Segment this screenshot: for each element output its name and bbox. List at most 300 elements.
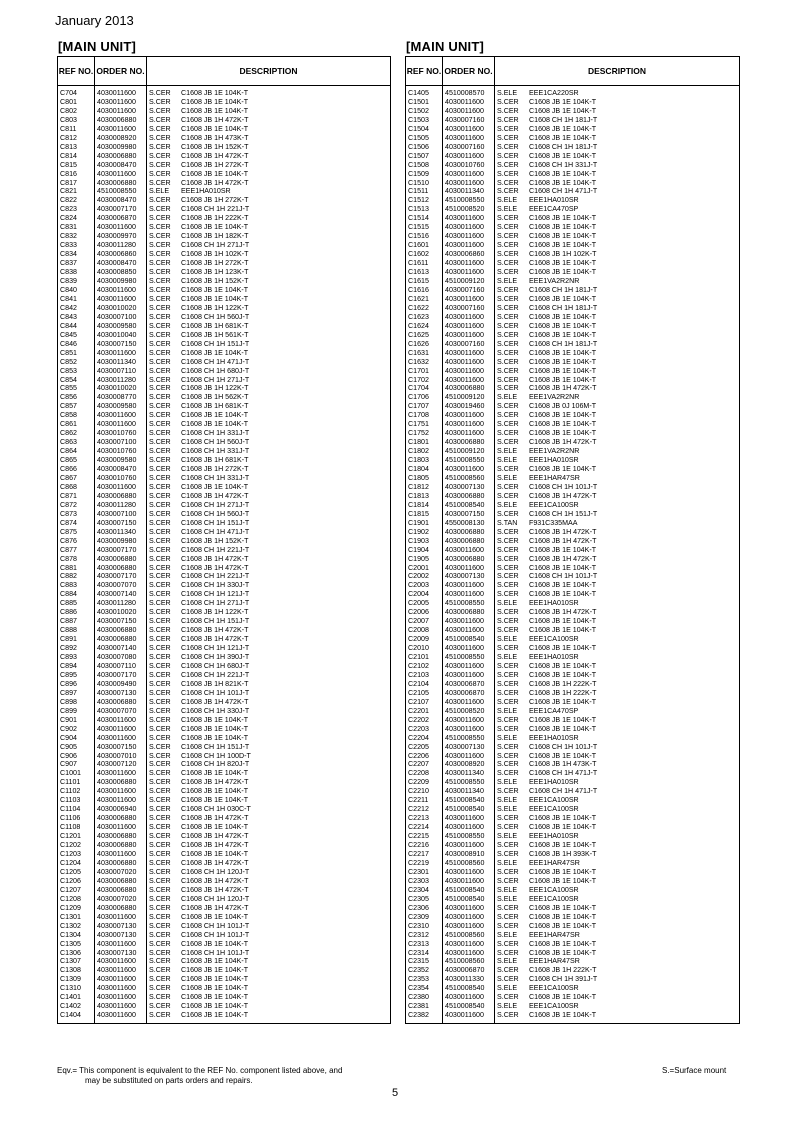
component-type: S.CER bbox=[149, 644, 171, 653]
order-no-cell: 4030006860 bbox=[95, 250, 147, 259]
description-cell bbox=[495, 492, 740, 501]
component-type: S.CER bbox=[149, 482, 171, 491]
ref-no-cell: C893 bbox=[60, 653, 77, 662]
order-no-cell: 4030011600 bbox=[443, 125, 495, 134]
ref-no-cell: C1621 bbox=[408, 294, 429, 303]
ref-no-cell: C2207 bbox=[408, 760, 429, 769]
description-cell bbox=[147, 850, 391, 859]
component-type: S.CER bbox=[149, 984, 171, 993]
description-cell bbox=[495, 555, 740, 564]
part-code: C1608 JB 1H 122K-T bbox=[181, 303, 249, 312]
table-row bbox=[58, 769, 391, 778]
order-no-cell: 4030007150 bbox=[95, 617, 147, 626]
table-row bbox=[58, 295, 391, 304]
table-row bbox=[406, 922, 740, 931]
ref-no-cell: C1625 bbox=[408, 330, 429, 339]
part-code: EEE1VA2R2NR bbox=[529, 447, 580, 456]
ref-no-cell: C837 bbox=[60, 259, 77, 268]
component-type: S.ELE bbox=[497, 456, 518, 465]
table-row bbox=[58, 143, 391, 152]
order-no-cell: 4030011340 bbox=[95, 358, 147, 367]
order-no-cell: 4030011600 bbox=[95, 734, 147, 743]
ref-no-cell: C822 bbox=[60, 196, 77, 205]
ref-no-cell: C1001 bbox=[60, 769, 81, 778]
order-no-cell: 4030011600 bbox=[95, 796, 147, 805]
table-row bbox=[406, 268, 740, 277]
part-code: C1608 JB 1H 472K-T bbox=[181, 554, 249, 563]
ref-no-cell: C1501 bbox=[408, 97, 429, 106]
part-code: EEE1HAR47SR bbox=[529, 473, 580, 482]
order-no-cell: 4030008920 bbox=[443, 760, 495, 769]
part-code: C1608 JB 1E 104K-T bbox=[181, 957, 249, 966]
part-code: C1608 CH 1H 181J-T bbox=[529, 285, 598, 294]
table-row bbox=[406, 940, 740, 949]
ref-no-cell: C2208 bbox=[408, 769, 429, 778]
order-no-cell: 4030011600 bbox=[443, 814, 495, 823]
table-row bbox=[406, 975, 740, 984]
ref-no-cell: C1801 bbox=[408, 438, 429, 447]
component-type: S.CER bbox=[497, 250, 519, 259]
description-cell bbox=[147, 268, 391, 277]
component-type: S.CER bbox=[497, 312, 519, 321]
component-type: S.CER bbox=[149, 912, 171, 921]
description-cell bbox=[147, 546, 391, 555]
ref-no-cell: C2212 bbox=[408, 805, 429, 814]
description-cell bbox=[147, 832, 391, 841]
order-no-cell: 4510008550 bbox=[443, 832, 495, 841]
description-cell bbox=[147, 644, 391, 653]
part-code: EEE1HAR47SR bbox=[529, 858, 580, 867]
component-type: S.CER bbox=[149, 975, 171, 984]
component-type: S.CER bbox=[149, 169, 171, 178]
table-row bbox=[406, 322, 740, 331]
description-cell bbox=[495, 734, 740, 743]
component-type: S.ELE bbox=[497, 205, 518, 214]
table-row bbox=[406, 931, 740, 940]
description-cell bbox=[495, 331, 740, 340]
component-type: S.CER bbox=[149, 285, 171, 294]
ref-no-cell: C1626 bbox=[408, 339, 429, 348]
table-row bbox=[58, 689, 391, 698]
part-code: C1608 JB 1H 561K-T bbox=[181, 330, 249, 339]
order-no-cell: 4030011600 bbox=[95, 725, 147, 734]
part-code: C1608 JB 1H 472K-T bbox=[529, 384, 597, 393]
description-cell bbox=[495, 626, 740, 635]
table-row bbox=[58, 868, 391, 877]
description-cell bbox=[147, 949, 391, 958]
order-no-cell: 4030006880 bbox=[95, 832, 147, 841]
description-cell bbox=[147, 340, 391, 349]
ref-no-cell: C2216 bbox=[408, 841, 429, 850]
description-cell bbox=[147, 420, 391, 429]
part-code: C1608 CH 1H 221J-T bbox=[181, 545, 250, 554]
component-type: S.CER bbox=[149, 563, 171, 572]
ref-no-cell: C1813 bbox=[408, 491, 429, 500]
part-code: C1608 JB 1E 104K-T bbox=[181, 97, 249, 106]
order-no-cell: 4030007130 bbox=[95, 922, 147, 931]
part-code: C1608 CH 1H 271J-T bbox=[181, 241, 250, 250]
description-cell bbox=[495, 975, 740, 984]
table-row bbox=[406, 823, 740, 832]
description-cell bbox=[147, 787, 391, 796]
component-type: S.CER bbox=[497, 823, 519, 832]
part-code: C1608 JB 1E 104K-T bbox=[181, 223, 249, 232]
table-row bbox=[406, 107, 740, 116]
ref-no-cell: C868 bbox=[60, 482, 77, 491]
order-no-cell: 4030007120 bbox=[95, 760, 147, 769]
description-cell bbox=[147, 537, 391, 546]
component-type: S.CER bbox=[149, 1002, 171, 1011]
table-row bbox=[58, 402, 391, 411]
component-type: S.CER bbox=[497, 715, 519, 724]
table-row bbox=[406, 877, 740, 886]
part-code: C1608 CH 1H 271J-T bbox=[181, 375, 250, 384]
part-code: C1608 JB 1E 104K-T bbox=[529, 563, 597, 572]
table-row bbox=[58, 975, 391, 984]
description-cell bbox=[147, 841, 391, 850]
table-row bbox=[58, 367, 391, 376]
table-row bbox=[58, 877, 391, 886]
ref-no-cell: C2304 bbox=[408, 885, 429, 894]
part-code: C1608 JB 1E 104K-T bbox=[529, 626, 597, 635]
table-row bbox=[58, 814, 391, 823]
order-no-cell: 4030011600 bbox=[443, 590, 495, 599]
description-cell bbox=[147, 617, 391, 626]
table-row bbox=[58, 420, 391, 429]
table-row bbox=[406, 295, 740, 304]
part-code: C1608 JB 1H 472K-T bbox=[529, 491, 597, 500]
part-code: C1608 CH 1H 221J-T bbox=[181, 205, 250, 214]
order-no-cell: 4030011600 bbox=[443, 367, 495, 376]
component-type: S.CER bbox=[149, 545, 171, 554]
order-no-cell: 4030011600 bbox=[443, 841, 495, 850]
component-type: S.CER bbox=[497, 509, 519, 518]
part-code: C1608 JB 1H 472K-T bbox=[181, 876, 249, 885]
description-cell bbox=[495, 725, 740, 734]
description-cell bbox=[147, 143, 391, 152]
component-type: S.CER bbox=[497, 563, 519, 572]
right-parts-table bbox=[405, 56, 740, 1024]
order-no-cell: 4030007170 bbox=[95, 546, 147, 555]
component-type: S.CER bbox=[149, 223, 171, 232]
order-no-cell: 4030011600 bbox=[95, 170, 147, 179]
order-no-cell: 4510008540 bbox=[443, 805, 495, 814]
page-number: 5 bbox=[392, 1087, 399, 1099]
part-code: C1608 JB 1E 104K-T bbox=[529, 366, 597, 375]
part-code: C1608 JB 1H 102K-T bbox=[529, 250, 597, 259]
table-row bbox=[406, 564, 740, 573]
table-row bbox=[58, 555, 391, 564]
component-type: S.CER bbox=[149, 527, 171, 536]
ref-no-cell: C2005 bbox=[408, 599, 429, 608]
ref-no-cell: C1202 bbox=[60, 841, 81, 850]
component-type: S.CER bbox=[497, 554, 519, 563]
order-no-cell: 4510008560 bbox=[443, 474, 495, 483]
description-cell bbox=[495, 698, 740, 707]
order-no-cell: 4030011600 bbox=[443, 993, 495, 1002]
part-code: EEE1HAR47SR bbox=[529, 957, 580, 966]
description-cell bbox=[147, 716, 391, 725]
part-code: C1608 JB 1E 104K-T bbox=[529, 939, 597, 948]
order-no-cell: 4510008540 bbox=[443, 895, 495, 904]
order-no-cell: 4030011600 bbox=[95, 913, 147, 922]
order-no-cell: 4510008560 bbox=[443, 859, 495, 868]
component-type: S.CER bbox=[497, 411, 519, 420]
ref-no-cell: C871 bbox=[60, 491, 77, 500]
ref-no-cell: C2303 bbox=[408, 876, 429, 885]
table-row bbox=[58, 778, 391, 787]
description-cell bbox=[495, 268, 740, 277]
part-code: C1608 JB 1E 104K-T bbox=[181, 939, 249, 948]
order-no-cell: 4030007080 bbox=[95, 653, 147, 662]
component-type: S.CER bbox=[149, 832, 171, 841]
order-no-cell: 4030011600 bbox=[443, 868, 495, 877]
table-row bbox=[406, 116, 740, 125]
part-code: C1608 JB 1E 104K-T bbox=[529, 903, 597, 912]
component-type: S.CER bbox=[149, 957, 171, 966]
order-no-cell: 4030006880 bbox=[443, 438, 495, 447]
description-cell bbox=[147, 734, 391, 743]
component-type: S.CER bbox=[149, 321, 171, 330]
table-row bbox=[58, 949, 391, 958]
part-code: C1608 JB 1E 104K-T bbox=[529, 912, 597, 921]
part-code: EEE1HAR47SR bbox=[529, 930, 580, 939]
order-no-cell: 4510008520 bbox=[443, 205, 495, 214]
ref-no-cell: C1804 bbox=[408, 465, 429, 474]
order-no-cell: 4030006880 bbox=[95, 555, 147, 564]
ref-no-cell: C882 bbox=[60, 572, 77, 581]
description-cell bbox=[147, 752, 391, 761]
ref-no-cell: C2354 bbox=[408, 984, 429, 993]
part-code: EEE1HA010SR bbox=[529, 456, 579, 465]
part-code: C1608 JB 1E 104K-T bbox=[181, 912, 249, 921]
table-row bbox=[58, 635, 391, 644]
part-code: C1608 JB 1H 472K-T bbox=[181, 635, 249, 644]
description-cell bbox=[495, 205, 740, 214]
ref-no-cell: C891 bbox=[60, 635, 77, 644]
table-row bbox=[406, 152, 740, 161]
ref-no-cell: C881 bbox=[60, 563, 77, 572]
order-no-cell: 4030007130 bbox=[95, 689, 147, 698]
ref-no-cell: C1205 bbox=[60, 867, 81, 876]
ref-no-cell: C824 bbox=[60, 214, 77, 223]
part-code: C1608 JB 1H 821K-T bbox=[181, 679, 249, 688]
component-type: S.CER bbox=[497, 375, 519, 384]
component-type: S.CER bbox=[497, 357, 519, 366]
description-cell bbox=[147, 572, 391, 581]
order-no-cell: 4030011600 bbox=[443, 179, 495, 188]
table-row bbox=[58, 86, 391, 98]
table-row bbox=[58, 752, 391, 761]
part-code: C1608 CH 1H 271J-T bbox=[181, 599, 250, 608]
part-code: C1608 CH 1H 101J-T bbox=[529, 742, 598, 751]
component-type: S.CER bbox=[497, 97, 519, 106]
table-row bbox=[58, 617, 391, 626]
component-type: S.CER bbox=[149, 420, 171, 429]
description-cell bbox=[147, 555, 391, 564]
component-type: S.CER bbox=[149, 724, 171, 733]
description-cell bbox=[147, 438, 391, 447]
component-type: S.CER bbox=[497, 912, 519, 921]
part-code: C1608 CH 1H 331J-T bbox=[181, 473, 250, 482]
table-row bbox=[406, 957, 740, 966]
order-no-cell: 4030011600 bbox=[443, 411, 495, 420]
table-row bbox=[58, 850, 391, 859]
component-type: S.CER bbox=[497, 465, 519, 474]
part-code: C1608 CH 1H 471J-T bbox=[529, 187, 598, 196]
order-no-cell: 4030007020 bbox=[95, 895, 147, 904]
order-no-cell: 4030011600 bbox=[95, 98, 147, 107]
order-no-cell: 4030006880 bbox=[95, 626, 147, 635]
description-cell bbox=[147, 859, 391, 868]
description-cell bbox=[495, 161, 740, 170]
table-row bbox=[58, 895, 391, 904]
part-code: C1608 JB 1E 104K-T bbox=[181, 850, 249, 859]
part-code: C1608 CH 1H 101J-T bbox=[529, 482, 598, 491]
order-no-cell: 4030006880 bbox=[95, 492, 147, 501]
description-cell bbox=[147, 707, 391, 716]
order-no-cell: 4030007130 bbox=[95, 931, 147, 940]
order-no-cell: 4030011600 bbox=[95, 957, 147, 966]
table-row bbox=[58, 456, 391, 465]
component-type: S.CER bbox=[149, 715, 171, 724]
order-no-cell: 4030006880 bbox=[443, 384, 495, 393]
ref-no-cell: C1102 bbox=[60, 787, 81, 796]
part-code: C1608 JB 1E 104K-T bbox=[529, 420, 597, 429]
description-cell bbox=[147, 913, 391, 922]
ref-no-cell: C1702 bbox=[408, 375, 429, 384]
table-row bbox=[406, 966, 740, 975]
part-code: C1608 JB 1H 272K-T bbox=[181, 259, 249, 268]
order-no-cell: 4030011600 bbox=[443, 698, 495, 707]
description-cell bbox=[495, 402, 740, 411]
ref-no-cell: C2301 bbox=[408, 867, 429, 876]
order-no-cell: 4030011600 bbox=[95, 984, 147, 993]
component-type: S.CER bbox=[149, 823, 171, 832]
component-type: S.CER bbox=[497, 420, 519, 429]
component-type: S.CER bbox=[149, 867, 171, 876]
part-code: C1608 JB 1H 152K-T bbox=[181, 142, 249, 151]
component-type: S.ELE bbox=[497, 885, 518, 894]
ref-no-cell: C823 bbox=[60, 205, 77, 214]
description-cell bbox=[495, 787, 740, 796]
component-type: S.CER bbox=[149, 89, 171, 97]
part-code: C1608 CH 1H 121J-T bbox=[181, 590, 250, 599]
part-code: C1608 CH 1H 680J-T bbox=[181, 662, 250, 670]
part-code: C1608 JB 1E 104K-T bbox=[181, 724, 249, 733]
order-no-cell: 4510008550 bbox=[95, 187, 147, 196]
description-cell bbox=[147, 402, 391, 411]
description-cell bbox=[147, 223, 391, 232]
ref-no-cell: C1706 bbox=[408, 393, 429, 402]
order-no-cell: 4510008550 bbox=[443, 734, 495, 743]
table-row bbox=[406, 447, 740, 456]
description-cell bbox=[147, 214, 391, 223]
component-type: S.CER bbox=[149, 268, 171, 277]
order-no-cell: 4030011600 bbox=[95, 420, 147, 429]
order-no-cell: 4030007150 bbox=[95, 340, 147, 349]
ref-no-cell: C1206 bbox=[60, 876, 81, 885]
ref-no-cell: C2209 bbox=[408, 778, 429, 787]
order-no-cell: 4030010760 bbox=[95, 447, 147, 456]
ref-no-cell: C1802 bbox=[408, 447, 429, 456]
ref-no-cell: C1310 bbox=[60, 984, 81, 993]
part-code: C1608 JB 1E 104K-T bbox=[529, 465, 597, 474]
part-code: EEE1HA010SR bbox=[529, 733, 579, 742]
table-row bbox=[406, 725, 740, 734]
part-code: C1608 JB 1H 472K-T bbox=[181, 778, 249, 787]
order-no-cell: 4030006860 bbox=[443, 250, 495, 259]
order-no-cell: 4030011600 bbox=[443, 752, 495, 761]
description-cell bbox=[495, 510, 740, 519]
ref-no-cell: C2205 bbox=[408, 742, 429, 751]
component-type: S.CER bbox=[497, 787, 519, 796]
table-row bbox=[406, 707, 740, 716]
component-type: S.CER bbox=[497, 724, 519, 733]
ref-no-cell: C1701 bbox=[408, 366, 429, 375]
component-type: S.CER bbox=[149, 751, 171, 760]
ref-no-cell: C883 bbox=[60, 581, 77, 590]
part-code: C1608 CH 1H 101J-T bbox=[529, 572, 598, 581]
order-no-cell: 4030010020 bbox=[95, 304, 147, 313]
table-row bbox=[406, 161, 740, 170]
order-no-cell: 4030008470 bbox=[95, 465, 147, 474]
component-type: S.CER bbox=[149, 384, 171, 393]
ref-no-cell: C865 bbox=[60, 456, 77, 465]
order-no-cell: 4030011600 bbox=[443, 420, 495, 429]
description-cell bbox=[147, 232, 391, 241]
ref-no-cell: C1514 bbox=[408, 214, 429, 223]
order-no-cell: 4030019460 bbox=[443, 402, 495, 411]
component-type: S.CER bbox=[149, 930, 171, 939]
description-cell bbox=[495, 877, 740, 886]
order-no-cell: 4510009120 bbox=[443, 277, 495, 286]
description-cell bbox=[147, 581, 391, 590]
table-row bbox=[406, 358, 740, 367]
description-cell bbox=[147, 796, 391, 805]
table-row bbox=[406, 868, 740, 877]
ref-no-cell: C1306 bbox=[60, 948, 81, 957]
part-code: C1608 JB 1E 104K-T bbox=[181, 796, 249, 805]
description-cell bbox=[495, 286, 740, 295]
order-no-cell: 4030011600 bbox=[443, 331, 495, 340]
ref-no-cell: C2004 bbox=[408, 590, 429, 599]
component-type: S.CER bbox=[149, 375, 171, 384]
table-row bbox=[406, 617, 740, 626]
order-no-cell: 4030008470 bbox=[95, 259, 147, 268]
order-no-cell: 4030006880 bbox=[95, 814, 147, 823]
ref-no-cell: C1507 bbox=[408, 151, 429, 160]
description-cell bbox=[147, 895, 391, 904]
order-no-cell: 4030006880 bbox=[95, 698, 147, 707]
order-no-cell: 4030007020 bbox=[95, 868, 147, 877]
table-row bbox=[406, 671, 740, 680]
order-no-cell: 4510008540 bbox=[443, 635, 495, 644]
description-cell bbox=[147, 760, 391, 769]
component-type: S.CER bbox=[497, 160, 519, 169]
table-row bbox=[58, 304, 391, 313]
part-code: C1608 JB 1H 472K-T bbox=[529, 438, 597, 447]
part-code: C1608 JB 1E 104K-T bbox=[529, 321, 597, 330]
ref-no-cell: C2201 bbox=[408, 706, 429, 715]
ref-no-cell: C906 bbox=[60, 751, 77, 760]
ref-no-cell: C845 bbox=[60, 330, 77, 339]
component-type: S.CER bbox=[149, 536, 171, 545]
order-no-cell: 4030011600 bbox=[443, 913, 495, 922]
part-code: C1608 JB 1E 104K-T bbox=[529, 751, 597, 760]
order-no-cell: 4510008550 bbox=[443, 196, 495, 205]
part-code: C1608 JB 1E 104K-T bbox=[181, 715, 249, 724]
